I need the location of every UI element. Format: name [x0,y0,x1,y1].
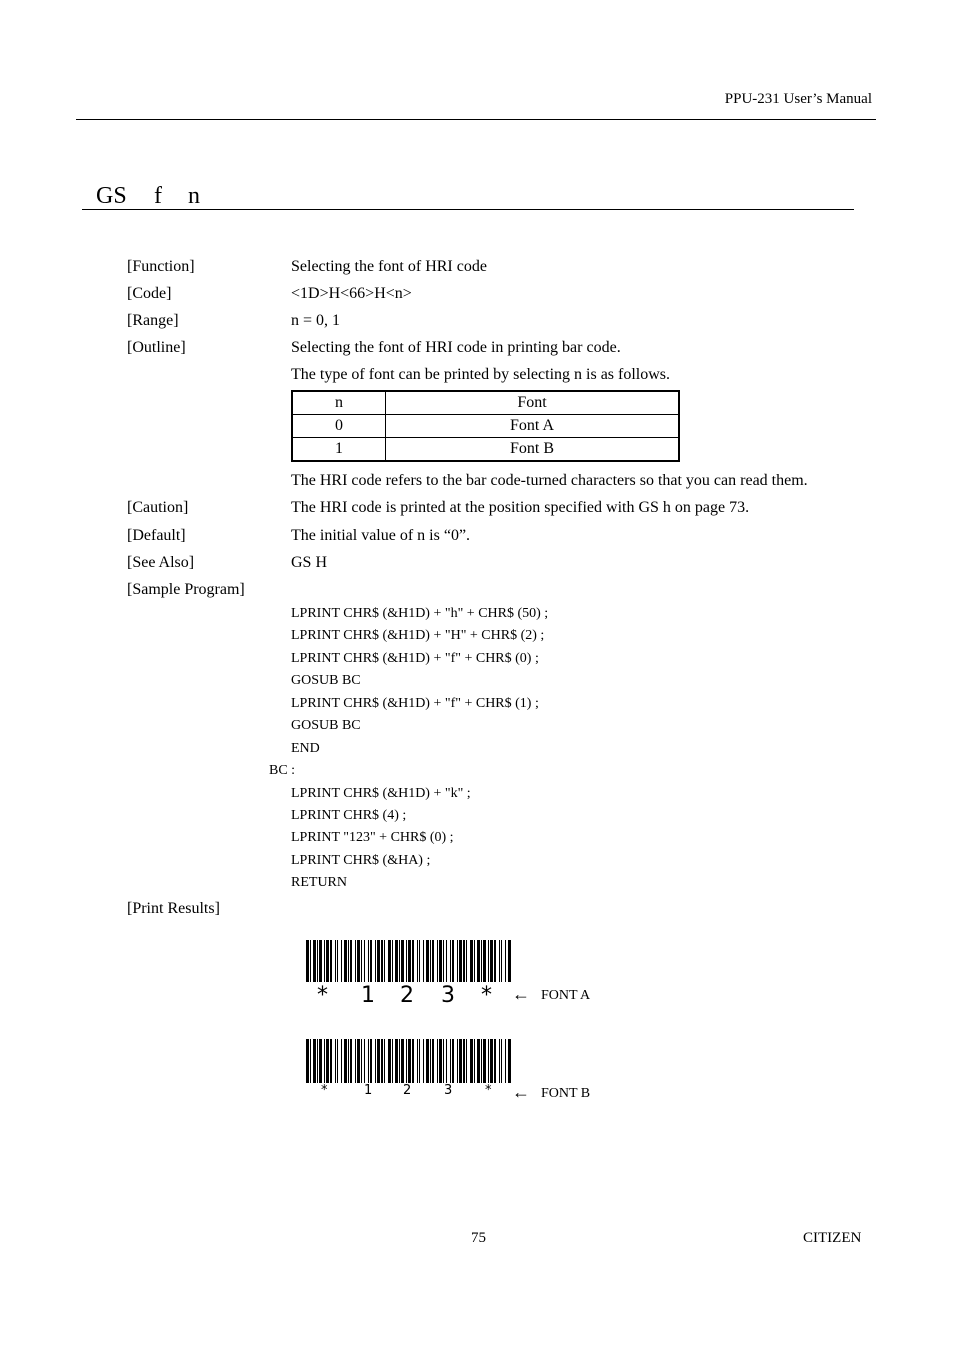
barcode-bar [310,940,311,982]
barcode-bar [344,940,347,982]
barcode-bar [501,1039,502,1083]
barcode-bar [446,1039,447,1083]
barcode-bar [483,1039,486,1083]
barcode-bar [423,1039,424,1083]
barcode-bar [446,940,447,982]
arrow-left-icon: ← [512,1082,530,1102]
barcode-bar [326,1039,329,1083]
barcode-bar [463,1039,465,1083]
code-line: GOSUB BC [291,718,361,733]
barcode-bar [499,940,500,982]
barcode-bar [459,1039,462,1083]
command-part-f: f [154,183,162,209]
barcode-bar [439,1039,442,1083]
barcode-bar [388,940,391,982]
barcode-bar [426,940,429,982]
command-part-n: n [188,183,200,209]
code-value: <1D>H<66>H<n> [291,285,412,302]
barcode-bar [406,940,407,982]
barcode-bar [395,1039,398,1083]
barcode-bar [481,940,482,982]
barcode-bar [459,940,462,982]
barcode-bar [412,940,414,982]
barcode-bar [443,1039,444,1083]
barcode-bar [344,1039,347,1083]
barcode-bar [494,1039,496,1083]
barcode-bar [335,940,336,982]
barcode-font-b [305,1039,511,1083]
barcode-bar [490,940,493,982]
hri-char: * [485,1083,492,1098]
command-title [96,183,200,210]
barcode-bar [355,1039,356,1083]
barcode-bar [477,940,480,982]
barcode-bar [430,940,431,982]
barcode-bar [483,940,486,982]
barcode-bar [417,940,418,982]
outline-value: Selecting the font of HRI code in printing bar code. [291,339,621,356]
barcode-bar [443,940,444,982]
barcode-bar [319,1039,322,1083]
barcode-bar [477,1039,480,1083]
default-value: The initial value of n is “0”. [291,527,471,544]
table-header-n: n [292,391,386,415]
barcode-bar [488,940,489,982]
sample-program-label: [Sample Program] [127,581,245,598]
barcode-bar [375,1039,376,1083]
arrow-left-icon: ← [512,984,530,1004]
barcode-bar [481,1039,482,1083]
barcode-bar [432,940,434,982]
barcode-bar [310,1039,311,1083]
barcode-bar [330,940,332,982]
function-label: [Function] [127,258,195,275]
barcode-font-a [305,940,511,982]
barcode-bar [341,940,342,982]
see-also-value: GS H [291,554,328,571]
hri-row-font-b [305,1083,511,1099]
barcode-bar [430,1039,431,1083]
code-line: LPRINT CHR$ (&H1D) + "H" + CHR$ (2) ; [291,628,545,643]
barcode-bar [392,940,393,982]
table-cell-font: Font B [386,438,680,462]
code-label: [Code] [127,285,172,302]
barcode-bar [364,940,365,982]
table-header-row [292,391,679,415]
barcode-bar [324,940,325,982]
barcode-bar [474,1039,475,1083]
barcode-bar [317,1039,318,1083]
hri-char: 3 [444,1083,453,1098]
barcode-bar [412,1039,414,1083]
hri-char: 2 [400,983,414,1008]
barcode-bar [505,1039,506,1083]
barcode-bar [377,1039,380,1083]
table-cell-font: Font A [386,415,680,438]
manual-title: PPU-231 User’s Manual [724,91,872,107]
barcode-bar [406,1039,407,1083]
barcode-bar [364,1039,365,1083]
barcode-bar [350,940,352,982]
code-line: LPRINT CHR$ (&H1D) + "k" ; [291,786,471,801]
caution-value: The HRI code is printed at the position specified with GS h on page 73. [291,499,750,516]
barcode-bar [368,1039,369,1083]
barcode-bar [357,940,360,982]
barcode-bar [508,940,511,982]
hri-char: 2 [403,1083,412,1098]
barcode-bar [337,940,338,982]
barcode-bar [368,940,369,982]
barcode-bar [450,940,451,982]
hri-char: * [481,983,492,1008]
barcode-bar [341,1039,342,1083]
hri-char: 1 [364,1083,373,1098]
barcode-bar [370,940,372,982]
barcode-bar [439,940,442,982]
barcode-bar [395,940,398,982]
table-cell-n: 0 [292,415,386,438]
caution-label: [Caution] [127,499,189,516]
barcode-bar [350,1039,352,1083]
font-a-label: FONT A [541,988,591,1003]
barcode-bar [399,1039,400,1083]
barcode-bar [401,940,404,982]
barcode-bar [470,940,473,982]
barcode-bar [408,940,411,982]
code-line: LPRINT "123" + CHR$ (0) ; [291,830,454,845]
code-line: GOSUB BC [291,673,361,688]
hri-char: * [321,1083,328,1098]
barcode-bar [508,1039,511,1083]
range-label: [Range] [127,312,179,329]
barcode-bar [419,1039,420,1083]
barcode-bar [384,940,385,982]
barcode-bar [317,940,318,982]
range-value: n = 0, 1 [291,312,341,329]
code-subroutine-label: BC : [269,763,296,778]
barcode-bar [377,940,380,982]
barcode-bar [505,940,506,982]
table-row [292,415,679,438]
barcode-bar [450,1039,451,1083]
code-line: END [291,741,320,756]
code-line: LPRINT CHR$ (&HA) ; [291,853,431,868]
hri-char: 3 [441,983,455,1008]
barcode-bar [426,1039,429,1083]
barcode-bar [388,1039,391,1083]
barcode-bar [348,1039,349,1083]
barcode-bar [330,1039,332,1083]
hri-char: * [317,983,328,1008]
barcode-bar [375,940,376,982]
barcode-bar [501,940,502,982]
barcode-bar [419,940,420,982]
code-line: LPRINT CHR$ (&H1D) + "h" + CHR$ (50) ; [291,606,549,621]
barcode-bar [432,1039,434,1083]
barcode-bar [437,1039,438,1083]
barcode-bar [326,940,329,982]
hri-note: The HRI code refers to the bar code-turned characters so that you can read them. [291,472,808,489]
barcode-bar [355,940,356,982]
barcode-bar [423,940,424,982]
code-line: LPRINT CHR$ (&H1D) + "f" + CHR$ (0) ; [291,651,539,666]
font-b-label: FONT B [541,1086,591,1101]
table-header-font: Font [386,391,680,415]
hri-row-font-a [305,983,511,1009]
barcode-bar [392,1039,393,1083]
barcode-bar [474,940,475,982]
code-line: LPRINT CHR$ (&H1D) + "f" + CHR$ (1) ; [291,696,539,711]
header-rule [76,119,876,120]
barcode-bar [417,1039,418,1083]
barcode-bar [361,940,362,982]
print-results-label: [Print Results] [127,900,220,917]
barcode-bar [499,1039,500,1083]
barcode-bar [306,1039,309,1083]
barcode-bar [452,1039,454,1083]
barcode-bar [457,940,458,982]
barcode-bar [348,940,349,982]
table-row [292,438,679,462]
barcode-bar [457,1039,458,1083]
code-line: RETURN [291,875,347,890]
barcode-bar [357,1039,360,1083]
font-table [291,390,680,462]
table-cell-n: 1 [292,438,386,462]
barcode-bar [408,1039,411,1083]
barcode-bar [494,940,496,982]
barcode-bar [306,940,309,982]
see-also-label: [See Also] [127,554,195,571]
barcode-bar [401,1039,404,1083]
barcode-bar [370,1039,372,1083]
code-line: LPRINT CHR$ (4) ; [291,808,407,823]
outline-extra: The type of font can be printed by selecting n is as follows. [291,366,671,383]
barcode-bar [470,1039,473,1083]
barcode-bar [381,940,383,982]
barcode-bar [488,1039,489,1083]
barcode-bar [466,1039,467,1083]
hri-char: 1 [361,983,375,1008]
barcode-bar [466,940,467,982]
barcode-bar [452,940,454,982]
barcode-bar [361,1039,362,1083]
barcode-bar [384,1039,385,1083]
barcode-bar [437,940,438,982]
barcode-bar [313,940,316,982]
barcode-bar [335,1039,336,1083]
default-label: [Default] [127,527,186,544]
brand-name: CITIZEN [803,1230,862,1246]
barcode-bar [337,1039,338,1083]
command-part-gs: GS [96,183,127,209]
barcode-bar [381,1039,383,1083]
barcode-bar [399,940,400,982]
barcode-bar [313,1039,316,1083]
barcode-bar [319,940,322,982]
page-number: 75 [471,1230,486,1246]
function-value: Selecting the font of HRI code [291,258,487,275]
command-rule [82,209,854,210]
barcode-bar [324,1039,325,1083]
outline-label: [Outline] [127,339,186,356]
barcode-bar [490,1039,493,1083]
barcode-bar [463,940,465,982]
